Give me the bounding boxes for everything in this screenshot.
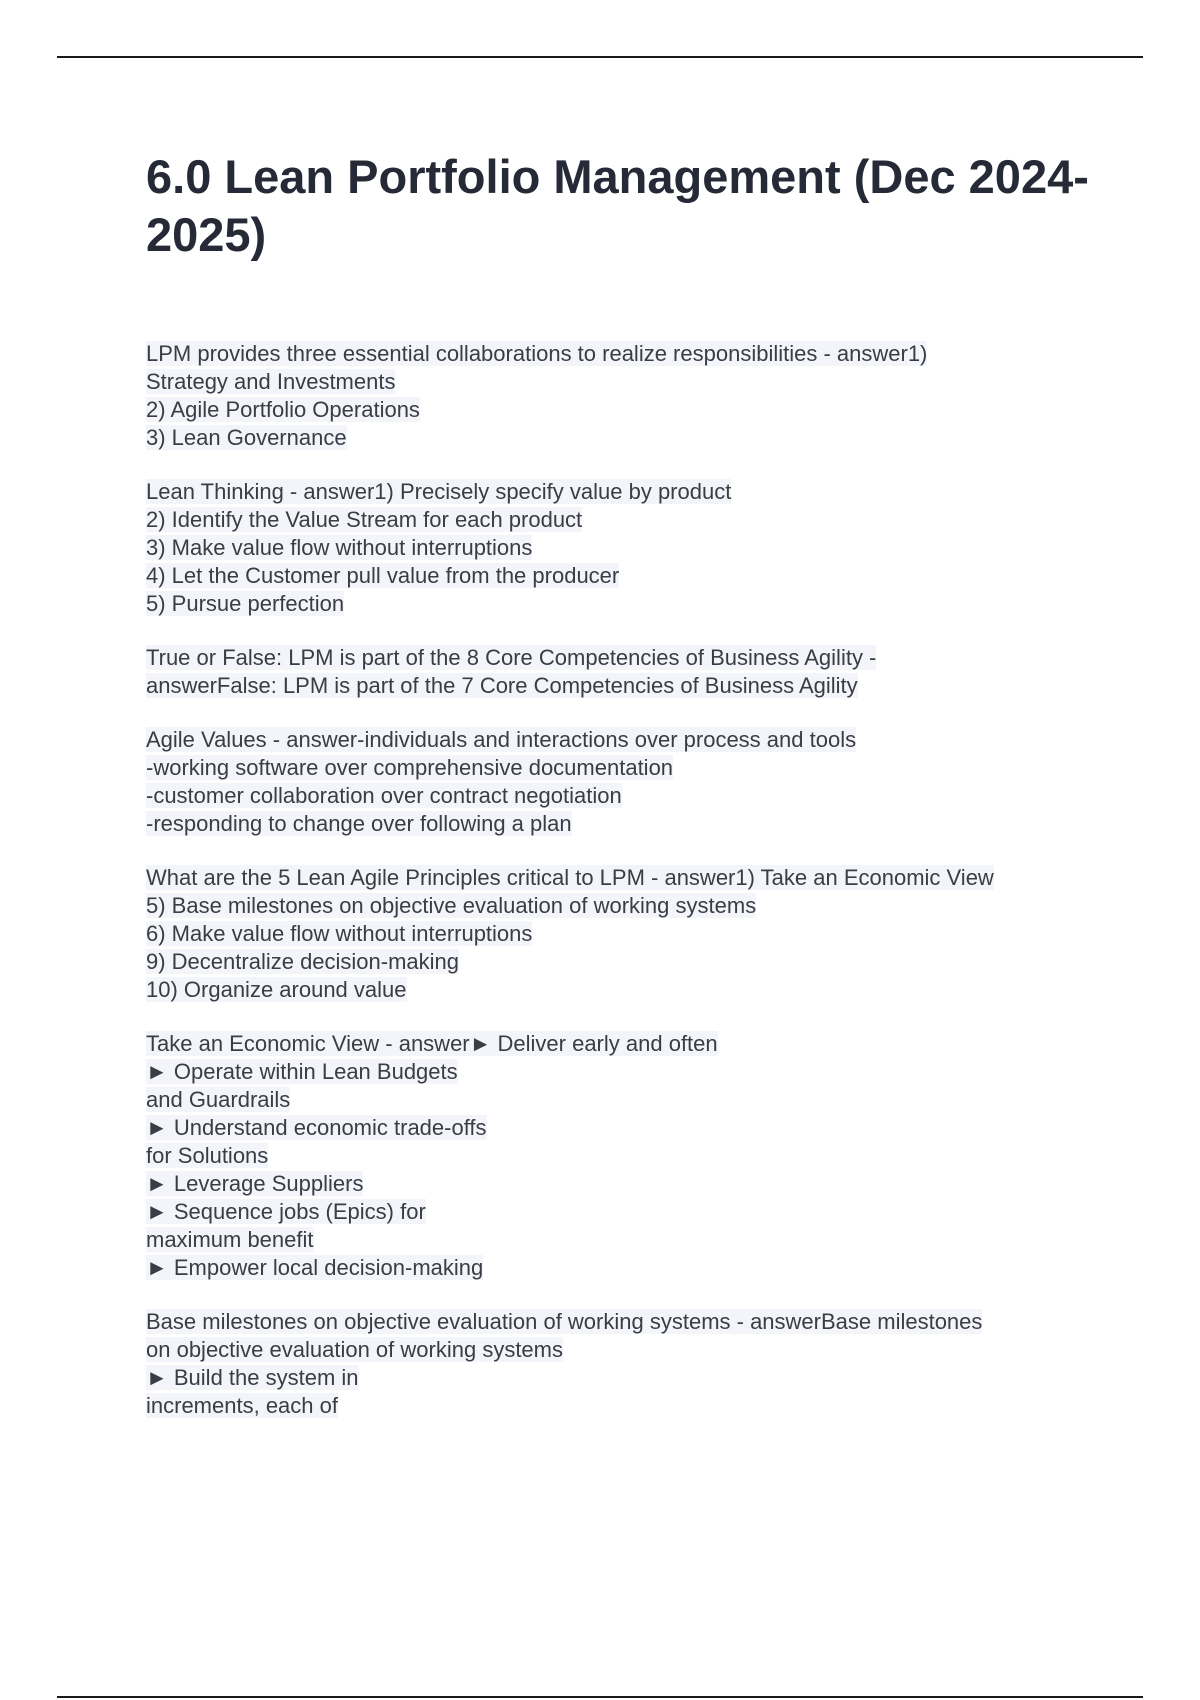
flashcard-text: ► Leverage Suppliers xyxy=(146,1171,364,1196)
flashcard xyxy=(146,726,1106,838)
flashcard-text: Lean Thinking - answer1) Precisely specify value by product xyxy=(146,479,732,504)
flashcard-line xyxy=(146,782,1106,810)
flashcard-line xyxy=(146,976,1106,1004)
flashcard-text: for Solutions xyxy=(146,1143,269,1168)
flashcard-line xyxy=(146,754,1106,782)
flashcard-text: on objective evaluation of working systems xyxy=(146,1337,563,1362)
flashcard-text: 6) Make value flow without interruptions xyxy=(146,921,533,946)
flashcard-line xyxy=(146,340,1106,368)
flashcard-line xyxy=(146,1364,1106,1392)
flashcard-line xyxy=(146,1058,1106,1086)
flashcard-line xyxy=(146,726,1106,754)
flashcard-line xyxy=(146,506,1106,534)
flashcard-line xyxy=(146,1114,1106,1142)
flashcard-text: Take an Economic View - answer► Deliver early and often xyxy=(146,1031,718,1056)
flashcard xyxy=(146,478,1106,618)
flashcard-line xyxy=(146,644,1106,672)
flashcard-line xyxy=(146,1030,1106,1058)
flashcard-text: and Guardrails xyxy=(146,1087,291,1112)
flashcard xyxy=(146,644,1106,700)
flashcard-text: Strategy and Investments xyxy=(146,369,396,394)
document-title: 6.0 Lean Portfolio Management (Dec 2024-2025) xyxy=(146,150,1089,261)
flashcard xyxy=(146,1308,1106,1420)
flashcard-line xyxy=(146,1308,1106,1336)
flashcard-text: 3) Lean Governance xyxy=(146,425,347,450)
flashcard-text: ► Operate within Lean Budgets xyxy=(146,1059,458,1084)
flashcard-text: -customer collaboration over contract negotiation xyxy=(146,783,622,808)
flashcard-line xyxy=(146,1392,1106,1420)
flashcard-line xyxy=(146,562,1106,590)
flashcard-line xyxy=(146,478,1106,506)
flashcard-text: ► Empower local decision-making xyxy=(146,1255,484,1280)
flashcard-text: 4) Let the Customer pull value from the producer xyxy=(146,563,620,588)
flashcard-text: ► Understand economic trade-offs xyxy=(146,1115,487,1140)
flashcard-text: increments, each of xyxy=(146,1393,338,1418)
flashcard-text: 10) Organize around value xyxy=(146,977,407,1002)
flashcard-text: -working software over comprehensive documentation xyxy=(146,755,674,780)
flashcard-line xyxy=(146,1086,1106,1114)
flashcard-text: 5) Base milestones on objective evaluation of working systems xyxy=(146,893,757,918)
flashcard-line xyxy=(146,1226,1106,1254)
flashcard-text: ► Sequence jobs (Epics) for xyxy=(146,1199,426,1224)
flashcard-text: 2) Identify the Value Stream for each product xyxy=(146,507,583,532)
flashcard-line xyxy=(146,534,1106,562)
flashcard-text: ► Build the system in xyxy=(146,1365,359,1390)
flashcard-text: 5) Pursue perfection xyxy=(146,591,345,616)
flashcard-text: LPM provides three essential collaborations to realize responsibilities - answer1) xyxy=(146,341,928,366)
flashcard-line xyxy=(146,368,1106,396)
flashcard-line xyxy=(146,864,1106,892)
flashcard-text: 2) Agile Portfolio Operations xyxy=(146,397,420,422)
flashcard xyxy=(146,1030,1106,1282)
flashcard xyxy=(146,864,1106,1004)
flashcard xyxy=(146,340,1106,452)
flashcard-text: 3) Make value flow without interruptions xyxy=(146,535,533,560)
flashcard-line xyxy=(146,948,1106,976)
flashcard-line xyxy=(146,1170,1106,1198)
flashcard-line xyxy=(146,920,1106,948)
flashcard-text: What are the 5 Lean Agile Principles critical to LPM - answer1) Take an Economic View xyxy=(146,865,994,890)
flashcard-text: Agile Values - answer-individuals and interactions over process and tools xyxy=(146,727,857,752)
flashcard-text: 9) Decentralize decision-making xyxy=(146,949,460,974)
flashcard-text: maximum benefit xyxy=(146,1227,314,1252)
flashcard-line xyxy=(146,424,1106,452)
flashcard-text: answerFalse: LPM is part of the 7 Core Competencies of Business Agility xyxy=(146,673,858,698)
flashcard-text: -responding to change over following a plan xyxy=(146,811,572,836)
bottom-rule xyxy=(57,1696,1143,1698)
flashcard-line xyxy=(146,672,1106,700)
flashcard-list xyxy=(146,340,1106,1446)
flashcard-text: True or False: LPM is part of the 8 Core Competencies of Business Agility - xyxy=(146,645,877,670)
flashcard-line xyxy=(146,1336,1106,1364)
flashcard-line xyxy=(146,396,1106,424)
flashcard-line xyxy=(146,1198,1106,1226)
flashcard-text: Base milestones on objective evaluation of working systems - answerBase milestones xyxy=(146,1309,983,1334)
flashcard-line xyxy=(146,1142,1106,1170)
flashcard-line xyxy=(146,892,1106,920)
top-rule xyxy=(57,56,1143,58)
flashcard-line xyxy=(146,1254,1106,1282)
flashcard-line xyxy=(146,590,1106,618)
flashcard-line xyxy=(146,810,1106,838)
